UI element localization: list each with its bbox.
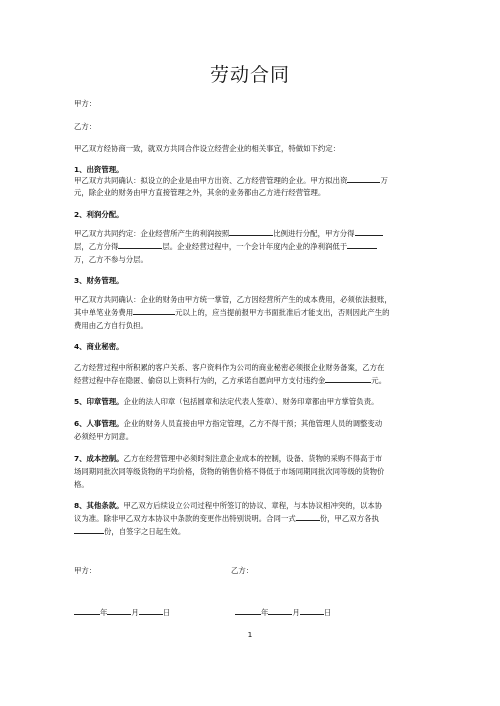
date-day-label: 日 (162, 608, 171, 617)
section-2-text-b: 比例进行分配，甲方分得 (273, 229, 355, 238)
section-6-heading: 6、人事管理。 (74, 419, 124, 428)
section-4-heading: 4、商业秘密。 (74, 342, 124, 351)
section-2-line-3: 万，乙方不参与分层。 (74, 255, 148, 264)
section-4-line-2 (74, 374, 434, 387)
blank-field (133, 306, 175, 315)
intro-paragraph: 甲乙双方经协商一致，就双方共同合作设立经营企业的相关事宜，特做如下约定： (74, 144, 341, 153)
blank-field (296, 512, 320, 521)
signature-party-b-label: 乙方： (231, 566, 254, 575)
section-7-line-1 (74, 452, 434, 465)
section-3-line-2 (74, 306, 434, 319)
blank-field (268, 606, 292, 615)
section-6-text: 企业的财务人员直接由甲方指定管理，乙方不得干预；其他管理人员的调整变动 (123, 419, 383, 428)
section-2-line-2 (74, 240, 434, 253)
section-7-heading: 7、成本控制。 (74, 454, 124, 463)
section-2-text-d: 层。企业经营过程中，一个会计年度内企业的净利润低于 (162, 242, 348, 251)
blank-field (355, 227, 383, 236)
section-5-heading: 5、印章管理。 (74, 397, 124, 406)
section-8-text-c: 份，甲乙双方各执 (319, 514, 379, 523)
section-4-text-b: 元。 (371, 376, 387, 385)
blank-field (107, 606, 131, 615)
section-8-line-2 (74, 512, 434, 525)
section-1-text-a: 甲乙双方共同确认：拟设立的企业是由甲方出资、乙方经营管理的企业。甲方拟出资 (74, 176, 348, 185)
signature-date-a (74, 606, 170, 619)
section-8-heading: 8、其他条款。 (74, 501, 124, 510)
blank-field (74, 525, 104, 534)
section-1-text-b: 万 (380, 176, 388, 185)
date-year-label: 年 (261, 608, 269, 617)
section-8-line-1 (74, 499, 434, 512)
section-3-line-1: 甲乙双方共同确认：企业的财务由甲方统一掌管，乙方因经营所产生的成本费用，必须依法报账， (74, 295, 392, 304)
section-2-text-a: 甲乙双方共同约定：企业经营所产生的利润按照 (74, 229, 230, 238)
blank-field (139, 606, 163, 615)
section-3-text-b: 元以上的，应当提前报甲方书面批准后才能支出，否则因此产生的 (175, 308, 390, 317)
document-title: 劳动合同 (209, 64, 290, 86)
section-7-text: 乙方在经营管理中必须时刻注意企业成本的控制，设备、货物的采购不得高于市 (123, 454, 383, 463)
section-2-line-1 (74, 227, 434, 240)
section-3-line-3: 费用由乙方自行负担。 (74, 321, 148, 330)
section-5-text: 企业的法人印章（包括圆章和法定代表人签章）、财务印章都由甲方掌管负责。 (123, 397, 379, 406)
section-8-text-a: 甲乙双方后续设立公司过程中所签订的协议、章程，与本协议相冲突的，以本协 (123, 501, 383, 510)
section-8-text-b: 议为准。除非甲乙双方本协议中条款的变更作出特别说明。合同一式 (74, 514, 296, 523)
section-2-heading: 2、利润分配。 (74, 210, 124, 219)
section-4-line-1: 乙方经营过程中所积累的客户关系、客户资料作为公司的商业秘密必须报企业财务备案，乙方在 (74, 363, 385, 372)
section-7-line-2: 场同期同批次同等级货物的平均价格，货物的销售价格不得低于市场同期同批次同等级的货物价 (74, 467, 385, 476)
blank-field (347, 240, 377, 249)
section-8-line-3 (74, 525, 434, 538)
party-a-label: 甲方： (74, 99, 97, 108)
section-6-line-2: 必须经甲方同意。 (74, 432, 134, 441)
date-day-label: 日 (323, 608, 332, 617)
party-b-label: 乙方： (74, 122, 97, 131)
section-5-line (74, 395, 434, 408)
section-3-heading: 3、财务管理。 (74, 276, 124, 285)
blank-field (300, 606, 324, 615)
blank-field (229, 227, 273, 236)
page-number: 1 (247, 630, 253, 639)
date-year-label: 年 (100, 608, 108, 617)
section-3-text-a: 其中单笔业务费用 (74, 308, 134, 317)
blank-field (235, 606, 261, 615)
date-month-label: 月 (292, 608, 300, 617)
signature-date-b (235, 606, 331, 619)
section-1-heading: 1、出资管理。 (74, 165, 124, 174)
section-1-line-2: 元，除企业的财务由甲方直接管理之外，其余的业务都由乙方进行经营管理。 (74, 188, 326, 197)
signature-party-a-label: 甲方： (74, 566, 97, 575)
blank-field (347, 174, 380, 183)
blank-field (74, 606, 100, 615)
section-4-text-a: 经营过程中存在隐匿、偷窃以上资料行为的，乙方承诺自愿向甲方支付违约金 (74, 376, 326, 385)
section-2-text-c: 层，乙方分得 (74, 242, 119, 251)
section-8-text-d: 份，自签字之日起生效。 (104, 527, 186, 536)
blank-field (118, 240, 162, 249)
section-6-line-1 (74, 417, 434, 430)
section-7-line-3: 格。 (74, 480, 89, 489)
date-month-label: 月 (131, 608, 139, 617)
blank-field (325, 374, 371, 383)
